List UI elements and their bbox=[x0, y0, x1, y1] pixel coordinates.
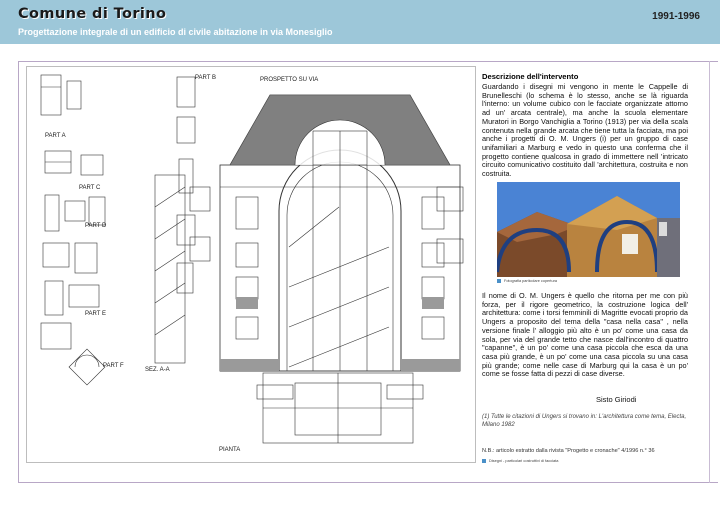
left-frame-line bbox=[18, 61, 19, 483]
part-b-label: PART B bbox=[195, 75, 217, 81]
roof-photo bbox=[497, 182, 680, 277]
header-bar bbox=[0, 0, 720, 44]
photo-caption-text: Fotografia particolare copertura bbox=[504, 279, 557, 283]
author-signature: Sisto Giriodi bbox=[596, 395, 637, 404]
source-note: N.B.: articolo estratto dalla rivista "Progetto e cronache" 4/1996 n.° 36 bbox=[482, 448, 655, 454]
bottom-divider bbox=[18, 482, 718, 483]
part-d-label: PART D bbox=[85, 223, 107, 229]
photo-caption bbox=[497, 279, 557, 283]
page-title: Comune di Torino bbox=[18, 6, 167, 22]
elevation-title-label: PROSPETTO SU VIA bbox=[260, 77, 319, 83]
top-divider bbox=[18, 61, 718, 62]
legend-marker bbox=[482, 459, 486, 463]
legend-text: Disegni - particolari costruttivi di facciata bbox=[489, 458, 559, 463]
part-c-label: PART C bbox=[79, 185, 101, 191]
right-frame-line bbox=[709, 61, 710, 483]
part-e-label: PART E bbox=[85, 311, 107, 317]
year-range: 1991-1996 bbox=[652, 11, 700, 22]
plan-label: PIANTA bbox=[219, 447, 241, 453]
drawing-svg bbox=[27, 67, 475, 462]
description-paragraph-2: Il nome di O. M. Ungers è quello che ritorna per me con più forza, per il rigore geometrico, la costruzione logica dell' architettura: come i torsi femminili di Magritte evocati proprio da Ungers a proposito del tema della "casa nella casa" , nella versione finale l' alloggio più alto è un po' come una casa da sola, per via del grande tetto che nasce dall'incontro di quattro "capanne", è un po' come una casa piccola che esca da una casa più grande, è un po' come una casa piccola su una casa più grande; come nelle case di Marburg qui la casa è un po' come se fosse fatta di pezzi di case diverse. bbox=[482, 291, 688, 379]
footnote: (1) Tutte le citazioni di Ungers si trovano in: L'architettura come tema, Electa, Milano 1982 bbox=[482, 414, 687, 428]
description-heading: Descrizione dell'intervento bbox=[482, 72, 579, 81]
section-label: SEZ. A-A bbox=[145, 367, 170, 373]
part-f-label: PART F bbox=[103, 363, 124, 369]
architectural-drawing bbox=[26, 66, 476, 463]
drawing-legend bbox=[482, 458, 558, 463]
caption-marker bbox=[497, 279, 501, 283]
page-subtitle: Progettazione integrale di un edificio di civile abitazione in via Monesiglio bbox=[18, 27, 333, 37]
part-a-label: PART A bbox=[45, 133, 66, 139]
description-paragraph-1: Guardando i disegni mi vengono in mente le Cappelle di Brunelleschi (lo schema è lo stesso, anche se là riguarda l'interno: un volume cubico con le facciate organizzate attorno ad un' arcata centrale), ma anche la scuola elementare Muratori in Borgo Vanchiglia a Torino (1913) per via della scala contenuta nella grande arcata che tiene tutta la facciata, ma poi anche i progetti di O. M. Ungers (i) per un gruppo di case unifamiliari a Marburg e vedo in questo una conferma che il progetto contiene qualcosa in grado di immettere nell 'intricato circuito comunicativo costituito dall 'architettura, costruita e non costruita. bbox=[482, 82, 688, 179]
description-panel bbox=[482, 70, 702, 470]
